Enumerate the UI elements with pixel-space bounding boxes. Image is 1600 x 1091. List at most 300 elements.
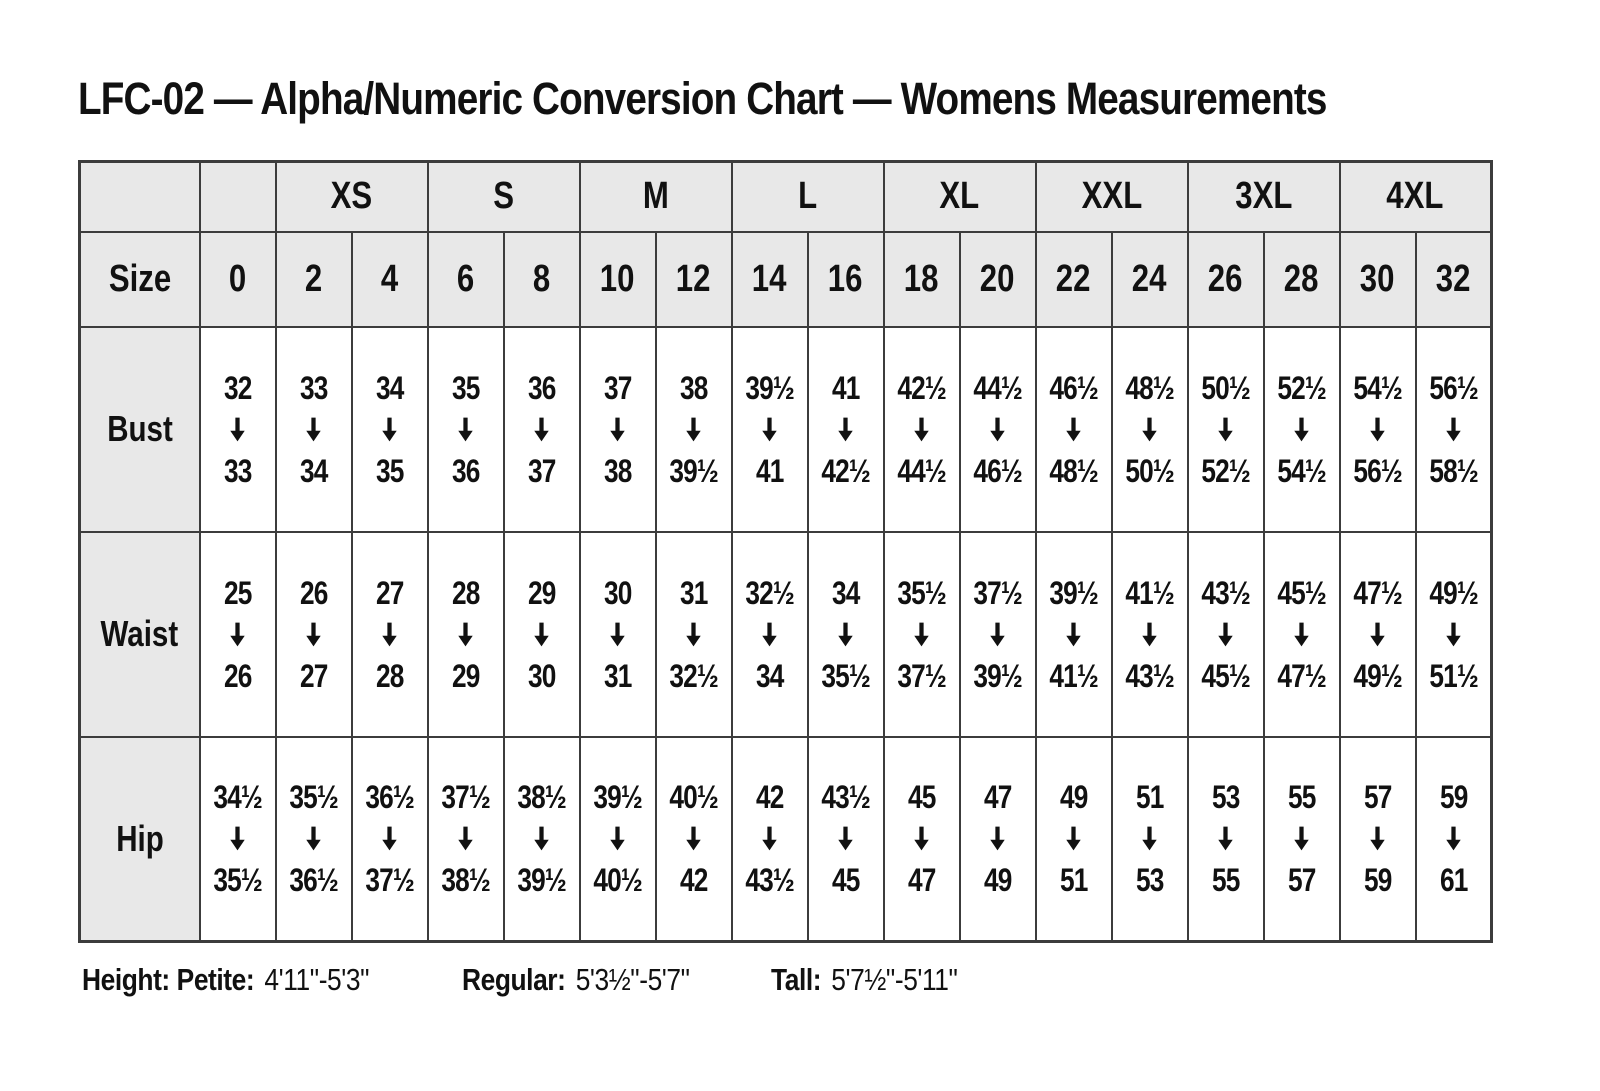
height-tall-label: Tall: bbox=[771, 962, 822, 997]
alpha-header-empty bbox=[200, 162, 276, 232]
measurement-cell bbox=[960, 532, 1036, 737]
measurement-cell bbox=[504, 327, 580, 532]
measurement-range bbox=[581, 779, 655, 899]
measurement-range bbox=[809, 779, 883, 899]
measurement-cell bbox=[656, 327, 732, 532]
range-to: 52½ bbox=[1201, 452, 1250, 489]
measurement-range bbox=[657, 574, 731, 694]
range-from: 31 bbox=[679, 574, 708, 611]
down-arrow-icon bbox=[989, 417, 1006, 442]
range-from: 36½ bbox=[365, 779, 414, 816]
measurement-cell bbox=[884, 327, 960, 532]
size-header-8: 8 bbox=[504, 232, 580, 327]
alpha-header-4xl: 4XL bbox=[1340, 162, 1492, 232]
range-to: 61 bbox=[1439, 862, 1468, 899]
measurement-range bbox=[201, 779, 275, 899]
measurement-range bbox=[505, 369, 579, 489]
range-from: 43½ bbox=[1201, 574, 1250, 611]
measurement-range bbox=[429, 779, 503, 899]
range-to: 45½ bbox=[1201, 657, 1250, 694]
measurement-range bbox=[1417, 369, 1491, 489]
down-arrow-icon bbox=[837, 622, 854, 647]
height-note-tall bbox=[771, 962, 957, 998]
down-arrow-icon bbox=[1065, 417, 1082, 442]
row-label-bust: Bust bbox=[80, 327, 200, 532]
measurement-range bbox=[961, 369, 1035, 489]
range-to: 51½ bbox=[1428, 657, 1478, 694]
measurement-cell bbox=[1112, 737, 1188, 942]
range-to: 59 bbox=[1363, 862, 1392, 899]
measurement-range bbox=[1113, 369, 1187, 489]
range-to: 40½ bbox=[593, 862, 642, 899]
down-arrow-icon bbox=[761, 826, 778, 851]
height-note bbox=[82, 962, 991, 998]
measurement-range bbox=[1265, 369, 1339, 489]
size-header-24: 24 bbox=[1112, 232, 1188, 327]
measurement-range bbox=[1113, 779, 1187, 899]
range-to: 47½ bbox=[1277, 657, 1326, 694]
measurement-cell bbox=[732, 737, 808, 942]
range-from: 34½ bbox=[213, 779, 262, 816]
down-arrow-icon bbox=[1445, 417, 1462, 442]
down-arrow-icon bbox=[229, 622, 246, 647]
down-arrow-icon bbox=[1369, 622, 1386, 647]
down-arrow-icon bbox=[913, 826, 930, 851]
height-regular-value: 5'3½"-5'7" bbox=[575, 962, 690, 997]
page-title: LFC-02 — Alpha/Numeric Conversion Chart — Womens Measurements bbox=[78, 73, 1327, 124]
range-to: 55 bbox=[1211, 862, 1240, 899]
alpha-header-xl: XL bbox=[884, 162, 1036, 232]
measurement-cell bbox=[1340, 532, 1416, 737]
measurement-range bbox=[353, 574, 427, 694]
measurement-range bbox=[1265, 779, 1339, 899]
measurement-range bbox=[1189, 779, 1263, 899]
range-from: 39½ bbox=[745, 369, 794, 406]
range-to: 42 bbox=[679, 862, 708, 899]
size-header-row bbox=[80, 232, 1492, 327]
range-from: 41 bbox=[831, 369, 860, 406]
range-from: 50½ bbox=[1201, 369, 1250, 406]
range-from: 49½ bbox=[1428, 574, 1478, 611]
measurement-cell bbox=[200, 327, 276, 532]
measurement-range bbox=[429, 369, 503, 489]
measurement-cell bbox=[1036, 737, 1112, 942]
measurement-range bbox=[201, 369, 275, 489]
measurement-cell bbox=[200, 737, 276, 942]
range-from: 30 bbox=[603, 574, 632, 611]
measurement-range bbox=[1113, 574, 1187, 694]
size-header-32: 32 bbox=[1416, 232, 1492, 327]
measurement-range bbox=[657, 369, 731, 489]
measurement-cell bbox=[504, 737, 580, 942]
range-from: 37½ bbox=[441, 779, 490, 816]
size-header-18: 18 bbox=[884, 232, 960, 327]
down-arrow-icon bbox=[457, 826, 474, 851]
measurement-cell bbox=[504, 532, 580, 737]
range-to: 48½ bbox=[1049, 452, 1098, 489]
range-to: 50½ bbox=[1125, 452, 1174, 489]
range-from: 57 bbox=[1363, 779, 1392, 816]
measurement-cell bbox=[1340, 737, 1416, 942]
range-to: 32½ bbox=[669, 657, 718, 694]
down-arrow-icon bbox=[305, 417, 322, 442]
measurement-range bbox=[1417, 779, 1491, 899]
down-arrow-icon bbox=[609, 826, 626, 851]
down-arrow-icon bbox=[1293, 417, 1310, 442]
measurement-cell bbox=[960, 737, 1036, 942]
down-arrow-icon bbox=[229, 826, 246, 851]
range-from: 34 bbox=[831, 574, 860, 611]
range-to: 37 bbox=[527, 452, 556, 489]
measurement-cell bbox=[1188, 737, 1264, 942]
size-header-10: 10 bbox=[580, 232, 656, 327]
range-to: 37½ bbox=[365, 862, 414, 899]
measurement-cell bbox=[884, 737, 960, 942]
range-from: 56½ bbox=[1428, 369, 1478, 406]
measurement-cell bbox=[808, 737, 884, 942]
range-from: 34 bbox=[375, 369, 404, 406]
down-arrow-icon bbox=[1065, 826, 1082, 851]
measurement-range bbox=[1265, 574, 1339, 694]
height-note-regular bbox=[462, 962, 690, 998]
measurement-cell bbox=[352, 737, 428, 942]
measurement-range bbox=[1189, 369, 1263, 489]
measurement-range bbox=[429, 574, 503, 694]
measurement-range bbox=[1417, 574, 1491, 694]
measurement-cell bbox=[352, 327, 428, 532]
range-from: 38½ bbox=[517, 779, 566, 816]
measurement-cell bbox=[1112, 327, 1188, 532]
down-arrow-icon bbox=[1217, 622, 1234, 647]
measurement-range bbox=[581, 574, 655, 694]
measurement-cell bbox=[1188, 532, 1264, 737]
down-arrow-icon bbox=[913, 622, 930, 647]
down-arrow-icon bbox=[305, 622, 322, 647]
range-from: 33 bbox=[299, 369, 328, 406]
measurement-cell bbox=[1112, 532, 1188, 737]
range-from: 45 bbox=[907, 779, 936, 816]
down-arrow-icon bbox=[1141, 622, 1158, 647]
measurement-cell bbox=[656, 532, 732, 737]
range-to: 35½ bbox=[821, 657, 870, 694]
down-arrow-icon bbox=[837, 826, 854, 851]
range-to: 43½ bbox=[745, 862, 794, 899]
range-to: 36½ bbox=[289, 862, 338, 899]
range-to: 54½ bbox=[1277, 452, 1326, 489]
alpha-header-l: L bbox=[732, 162, 884, 232]
down-arrow-icon bbox=[1293, 826, 1310, 851]
measurement-row-hip bbox=[80, 737, 1492, 942]
range-from: 51 bbox=[1135, 779, 1164, 816]
measurement-cell bbox=[580, 737, 656, 942]
measurement-range bbox=[733, 574, 807, 694]
measurement-range bbox=[1037, 369, 1111, 489]
measurement-range bbox=[809, 369, 883, 489]
measurement-range bbox=[201, 574, 275, 694]
range-from: 44½ bbox=[973, 369, 1022, 406]
range-from: 47 bbox=[983, 779, 1012, 816]
measurement-range bbox=[809, 574, 883, 694]
size-header-0: 0 bbox=[200, 232, 276, 327]
down-arrow-icon bbox=[989, 622, 1006, 647]
range-to: 47 bbox=[907, 862, 936, 899]
measurement-range bbox=[353, 369, 427, 489]
measurement-range bbox=[961, 779, 1035, 899]
measurement-cell bbox=[732, 327, 808, 532]
range-from: 32 bbox=[223, 369, 252, 406]
range-to: 28 bbox=[375, 657, 404, 694]
range-to: 29 bbox=[451, 657, 480, 694]
range-from: 26 bbox=[299, 574, 328, 611]
down-arrow-icon bbox=[761, 417, 778, 442]
range-from: 59 bbox=[1439, 779, 1468, 816]
range-to: 37½ bbox=[897, 657, 946, 694]
size-header-16: 16 bbox=[808, 232, 884, 327]
measurement-row-bust bbox=[80, 327, 1492, 532]
measurement-range bbox=[277, 369, 351, 489]
size-header-28: 28 bbox=[1264, 232, 1340, 327]
measurement-range bbox=[353, 779, 427, 899]
range-from: 40½ bbox=[669, 779, 718, 816]
measurement-range bbox=[885, 369, 959, 489]
measurement-range bbox=[1341, 574, 1415, 694]
range-to: 34 bbox=[755, 657, 784, 694]
range-to: 43½ bbox=[1125, 657, 1174, 694]
measurement-cell bbox=[1036, 532, 1112, 737]
size-header-22: 22 bbox=[1036, 232, 1112, 327]
down-arrow-icon bbox=[913, 417, 930, 442]
down-arrow-icon bbox=[1141, 417, 1158, 442]
down-arrow-icon bbox=[685, 417, 702, 442]
measurement-cell bbox=[1416, 532, 1492, 737]
down-arrow-icon bbox=[305, 826, 322, 851]
size-header-20: 20 bbox=[960, 232, 1036, 327]
measurement-range bbox=[1341, 779, 1415, 899]
range-to: 44½ bbox=[897, 452, 946, 489]
range-to: 38 bbox=[603, 452, 632, 489]
measurement-cell bbox=[428, 327, 504, 532]
measurement-cell bbox=[200, 532, 276, 737]
range-to: 39½ bbox=[517, 862, 566, 899]
measurement-cell bbox=[1264, 737, 1340, 942]
range-from: 52½ bbox=[1277, 369, 1326, 406]
measurement-range bbox=[1189, 574, 1263, 694]
alpha-header-s: S bbox=[428, 162, 580, 232]
measurement-range bbox=[277, 779, 351, 899]
height-note-petite bbox=[82, 962, 369, 998]
measurement-cell bbox=[1340, 327, 1416, 532]
down-arrow-icon bbox=[1293, 622, 1310, 647]
down-arrow-icon bbox=[229, 417, 246, 442]
down-arrow-icon bbox=[1065, 622, 1082, 647]
measurement-cell bbox=[428, 737, 504, 942]
range-from: 47½ bbox=[1353, 574, 1402, 611]
range-to: 58½ bbox=[1428, 452, 1478, 489]
down-arrow-icon bbox=[761, 622, 778, 647]
range-from: 53 bbox=[1211, 779, 1240, 816]
measurement-cell bbox=[580, 532, 656, 737]
down-arrow-icon bbox=[685, 826, 702, 851]
measurement-cell bbox=[352, 532, 428, 737]
range-to: 41 bbox=[755, 452, 784, 489]
height-tall-value: 5'7½"-5'11" bbox=[831, 962, 958, 997]
range-to: 38½ bbox=[441, 862, 490, 899]
range-from: 48½ bbox=[1125, 369, 1174, 406]
down-arrow-icon bbox=[1217, 826, 1234, 851]
row-label-hip: Hip bbox=[80, 737, 200, 942]
alpha-header-xxl: XXL bbox=[1036, 162, 1188, 232]
height-petite-label: Height: Petite: bbox=[82, 962, 255, 997]
measurement-range bbox=[885, 574, 959, 694]
range-from: 42 bbox=[755, 779, 784, 816]
measurement-cell bbox=[1416, 737, 1492, 942]
down-arrow-icon bbox=[381, 417, 398, 442]
range-from: 36 bbox=[527, 369, 556, 406]
down-arrow-icon bbox=[609, 417, 626, 442]
down-arrow-icon bbox=[1445, 826, 1462, 851]
measurement-cell bbox=[884, 532, 960, 737]
range-from: 28 bbox=[451, 574, 480, 611]
measurement-range bbox=[1037, 779, 1111, 899]
measurement-range bbox=[505, 574, 579, 694]
range-to: 33 bbox=[223, 452, 252, 489]
range-to: 35 bbox=[375, 452, 404, 489]
measurement-range bbox=[733, 369, 807, 489]
measurement-row-waist bbox=[80, 532, 1492, 737]
measurement-cell bbox=[960, 327, 1036, 532]
size-header-12: 12 bbox=[656, 232, 732, 327]
range-from: 39½ bbox=[1049, 574, 1098, 611]
measurement-range bbox=[505, 779, 579, 899]
down-arrow-icon bbox=[533, 622, 550, 647]
measurement-cell bbox=[808, 532, 884, 737]
range-to: 31 bbox=[603, 657, 632, 694]
measurement-range bbox=[885, 779, 959, 899]
measurement-cell bbox=[732, 532, 808, 737]
down-arrow-icon bbox=[609, 622, 626, 647]
down-arrow-icon bbox=[533, 417, 550, 442]
size-chart-body bbox=[80, 327, 1492, 942]
measurement-cell bbox=[276, 327, 352, 532]
down-arrow-icon bbox=[837, 417, 854, 442]
size-conversion-table bbox=[78, 160, 1493, 943]
range-from: 43½ bbox=[821, 779, 870, 816]
range-to: 42½ bbox=[821, 452, 870, 489]
measurement-cell bbox=[808, 327, 884, 532]
measurement-range bbox=[961, 574, 1035, 694]
down-arrow-icon bbox=[533, 826, 550, 851]
range-from: 54½ bbox=[1353, 369, 1402, 406]
range-to: 36 bbox=[451, 452, 480, 489]
range-from: 37 bbox=[603, 369, 632, 406]
range-from: 42½ bbox=[897, 369, 946, 406]
measurement-cell bbox=[1188, 327, 1264, 532]
range-to: 49 bbox=[983, 862, 1012, 899]
range-from: 38 bbox=[679, 369, 708, 406]
alpha-header-row bbox=[80, 162, 1492, 232]
range-from: 25 bbox=[223, 574, 252, 611]
range-from: 41½ bbox=[1125, 574, 1174, 611]
range-to: 34 bbox=[299, 452, 328, 489]
measurement-cell bbox=[1416, 327, 1492, 532]
range-from: 35½ bbox=[289, 779, 338, 816]
range-from: 37½ bbox=[973, 574, 1022, 611]
down-arrow-icon bbox=[1369, 417, 1386, 442]
down-arrow-icon bbox=[457, 417, 474, 442]
down-arrow-icon bbox=[989, 826, 1006, 851]
alpha-header-m: M bbox=[580, 162, 732, 232]
measurement-range bbox=[277, 574, 351, 694]
range-to: 30 bbox=[527, 657, 556, 694]
range-from: 49 bbox=[1059, 779, 1088, 816]
measurement-cell bbox=[580, 327, 656, 532]
range-to: 39½ bbox=[973, 657, 1022, 694]
down-arrow-icon bbox=[1217, 417, 1234, 442]
size-row-label: Size bbox=[80, 232, 200, 327]
range-to: 57 bbox=[1287, 862, 1316, 899]
height-regular-label: Regular: bbox=[461, 962, 566, 997]
down-arrow-icon bbox=[381, 622, 398, 647]
size-header-26: 26 bbox=[1188, 232, 1264, 327]
range-from: 32½ bbox=[745, 574, 794, 611]
range-from: 39½ bbox=[593, 779, 642, 816]
measurement-cell bbox=[428, 532, 504, 737]
range-to: 51 bbox=[1059, 862, 1088, 899]
measurement-range bbox=[733, 779, 807, 899]
range-to: 56½ bbox=[1353, 452, 1402, 489]
row-label-waist: Waist bbox=[80, 532, 200, 737]
size-header-6: 6 bbox=[428, 232, 504, 327]
measurement-cell bbox=[656, 737, 732, 942]
size-chart-head bbox=[80, 162, 1492, 327]
range-to: 53 bbox=[1135, 862, 1164, 899]
height-petite-value: 4'11"-5'3" bbox=[264, 962, 370, 997]
alpha-header-xs: XS bbox=[276, 162, 428, 232]
down-arrow-icon bbox=[1141, 826, 1158, 851]
range-from: 27 bbox=[375, 574, 404, 611]
down-arrow-icon bbox=[685, 622, 702, 647]
range-from: 29 bbox=[527, 574, 556, 611]
measurement-range bbox=[657, 779, 731, 899]
measurement-range bbox=[1037, 574, 1111, 694]
down-arrow-icon bbox=[381, 826, 398, 851]
range-from: 35 bbox=[451, 369, 480, 406]
range-to: 26 bbox=[223, 657, 252, 694]
range-to: 46½ bbox=[973, 452, 1022, 489]
alpha-header-empty bbox=[80, 162, 200, 232]
range-from: 46½ bbox=[1049, 369, 1098, 406]
range-to: 39½ bbox=[669, 452, 718, 489]
alpha-header-3xl: 3XL bbox=[1188, 162, 1340, 232]
range-from: 35½ bbox=[897, 574, 946, 611]
size-header-4: 4 bbox=[352, 232, 428, 327]
range-to: 41½ bbox=[1049, 657, 1098, 694]
down-arrow-icon bbox=[1445, 622, 1462, 647]
size-header-14: 14 bbox=[732, 232, 808, 327]
measurement-cell bbox=[1264, 532, 1340, 737]
down-arrow-icon bbox=[457, 622, 474, 647]
range-from: 45½ bbox=[1277, 574, 1326, 611]
range-to: 35½ bbox=[213, 862, 262, 899]
down-arrow-icon bbox=[1369, 826, 1386, 851]
measurement-cell bbox=[1264, 327, 1340, 532]
range-from: 55 bbox=[1287, 779, 1316, 816]
size-header-2: 2 bbox=[276, 232, 352, 327]
range-to: 27 bbox=[299, 657, 328, 694]
range-to: 49½ bbox=[1353, 657, 1402, 694]
measurement-range bbox=[1341, 369, 1415, 489]
measurement-cell bbox=[1036, 327, 1112, 532]
